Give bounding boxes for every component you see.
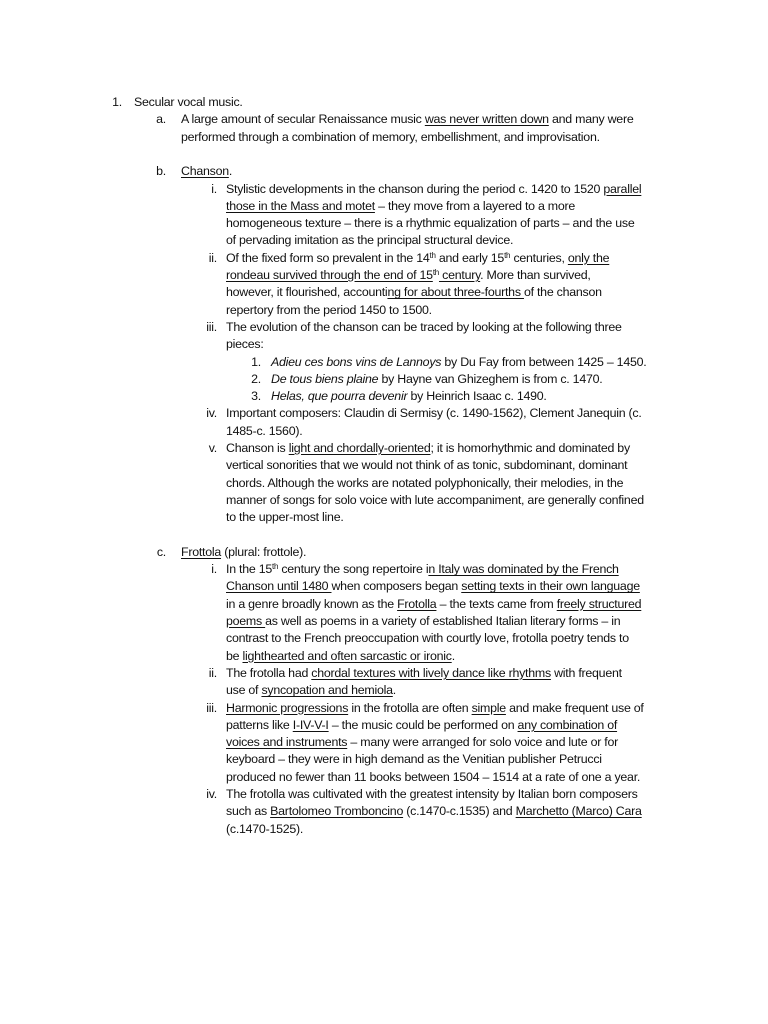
text-run: Secular vocal music.: [134, 95, 243, 109]
text-run: th: [271, 562, 279, 572]
text-run: The evolution of the chanson can be traced by looking at the following three: [226, 319, 622, 334]
chanson-point-line: [0, 181, 768, 199]
text-run: The frotolla was cultivated with the greatest intensity by Italian born composers: [226, 787, 638, 801]
chanson-point-line: [0, 284, 768, 302]
frottola-point-line: [0, 578, 768, 596]
list-marker: ii.: [208, 665, 217, 680]
text-run: of pervading imitation as the principal structural device.: [226, 233, 514, 248]
line-text: [226, 803, 642, 820]
frottola-point-line: [0, 596, 768, 614]
item-a-line: [0, 129, 768, 147]
line-text: [226, 267, 591, 284]
text-run: .: [451, 648, 455, 663]
line-text: [226, 578, 640, 595]
line-text: [226, 561, 619, 578]
frottola-point-line: [0, 665, 768, 683]
chanson-point-line: [0, 336, 768, 354]
text-run: Harmonic progressions: [226, 700, 349, 715]
item-1-heading: [0, 94, 768, 112]
text-run: voices and instruments: [226, 735, 348, 750]
chanson-point-line: [0, 319, 768, 337]
sub-list-item: [0, 354, 768, 372]
text-run: be: [226, 648, 243, 663]
text-run: rondeau survived through the end of 15: [226, 268, 433, 282]
text-run: freely structured: [556, 596, 642, 611]
line-text: [181, 163, 232, 180]
text-run: as well as poems in a variety of established Italian literary forms – in: [265, 614, 621, 628]
list-marker: i.: [211, 562, 217, 577]
line-text: [226, 734, 618, 751]
line-text: [226, 319, 622, 336]
frottola-point-line: [0, 734, 768, 752]
line-text: [226, 457, 627, 474]
list-marker: iv.: [206, 787, 217, 801]
frottola-point-line: [0, 630, 768, 648]
text-run: th: [429, 250, 436, 260]
list-marker: 2.: [251, 371, 261, 386]
frottola-point-line: [0, 821, 768, 839]
text-run: century: [438, 268, 481, 282]
text-run: such as: [226, 804, 271, 819]
text-run: Adieu ces bons vins de Lannoys: [271, 354, 442, 369]
text-run: lighthearted and often sarcastic or ironic: [242, 648, 452, 663]
line-text: [226, 648, 455, 665]
text-run: century the song repertoire i: [278, 562, 429, 577]
line-text: [226, 215, 635, 232]
text-run: centuries,: [510, 250, 568, 265]
line-text: [181, 111, 633, 128]
line-text: [226, 682, 396, 699]
chanson-point-line: [0, 215, 768, 233]
text-run: homogeneous texture – there is a rhythmic equalization of parts – and the use: [226, 216, 635, 231]
text-run: in a genre broadly known as the: [226, 596, 398, 611]
text-run: Stylistic developments in the chanson during the period c. 1420 to 1520: [226, 181, 604, 196]
line-text: [226, 440, 630, 457]
text-run: pieces:: [226, 337, 264, 352]
list-marker: iv.: [206, 406, 217, 421]
list-marker: i.: [211, 181, 217, 196]
text-run: contrast to the French preoccupation with courtly love, frotolla poetry tends to: [226, 631, 629, 646]
item-b-heading: [0, 163, 768, 181]
text-run: those in the Mass and motet: [226, 198, 375, 213]
text-run: to the upper-most line.: [226, 510, 344, 525]
line-text: [226, 596, 641, 613]
frottola-point-line: [0, 682, 768, 700]
line-text: [226, 613, 620, 630]
line-text: [226, 302, 432, 319]
text-run: (c.1470-1525).: [226, 821, 304, 836]
text-run: was never written down: [424, 112, 549, 127]
line-text: [271, 371, 602, 388]
chanson-point-line: [0, 232, 768, 250]
line-text: [226, 630, 629, 647]
text-run: patterns like: [226, 717, 293, 732]
chanson-point-line: [0, 267, 768, 285]
item-c-heading: [0, 544, 768, 562]
frottola-point-line: [0, 648, 768, 666]
text-run: De tous biens plaine: [271, 371, 379, 386]
line-text: [134, 94, 243, 111]
text-run: (c.1470-c.1535) and: [403, 804, 516, 819]
text-run: .: [392, 683, 396, 698]
line-text: [226, 751, 602, 768]
text-run: by Du Fay from between 1425 – 1450.: [441, 354, 647, 369]
line-text: [226, 769, 640, 786]
line-text: [226, 821, 303, 838]
text-run: only the: [567, 250, 610, 265]
text-run: The frotolla had: [226, 665, 312, 680]
text-run: Chanson is: [226, 441, 289, 455]
text-run: Important composers: Claudin di Sermisy (c. 1490-1562), Clement Janequin (c.: [226, 406, 642, 421]
text-run: light and chordally-oriented: [288, 441, 431, 455]
text-run: (plural: frottole).: [221, 544, 307, 559]
list-marker: a.: [156, 112, 166, 127]
line-text: [226, 284, 602, 301]
chanson-point-line: [0, 440, 768, 458]
text-run: ng for about three-fourths: [387, 285, 524, 300]
line-text: [226, 232, 513, 249]
line-text: [226, 492, 644, 509]
text-run: setting texts in their own language: [461, 579, 640, 594]
frottola-point-line: [0, 613, 768, 631]
list-marker: 1.: [251, 354, 261, 369]
sub-list-item: [0, 371, 768, 389]
text-run: ; it is homorhythmic and dominated by: [430, 441, 630, 455]
chanson-point-line: [0, 405, 768, 423]
text-run: and make frequent use of: [505, 700, 644, 715]
text-run: Frotolla: [397, 596, 437, 611]
text-run: in the frotolla are often: [348, 700, 472, 715]
frottola-point-line: [0, 700, 768, 718]
line-text: [226, 509, 344, 526]
text-run: – the music could be performed on: [328, 717, 518, 732]
line-text: [226, 665, 622, 682]
text-run: poems: [226, 614, 266, 628]
chanson-point-line: [0, 423, 768, 441]
line-text: [226, 336, 264, 353]
text-run: Chanson: [181, 164, 229, 179]
text-run: any combination of: [517, 717, 618, 732]
text-run: n Italy was dominated by the French: [428, 562, 619, 577]
text-run: manner of songs for solo voice with lute accompaniment, are generally confined: [226, 492, 644, 507]
line-text: [271, 354, 646, 371]
text-run: when composers began: [331, 579, 462, 594]
frottola-point-line: [0, 561, 768, 579]
sub-list-item: [0, 388, 768, 406]
chanson-point-line: [0, 475, 768, 493]
text-run: repertory from the period 1450 to 1500.: [226, 302, 432, 317]
text-run: simple: [471, 700, 506, 715]
text-run: Frottola: [181, 544, 222, 559]
text-run: use of: [226, 683, 262, 698]
text-run: keyboard – they were in high demand as the Venitian publisher Petrucci: [226, 752, 602, 767]
line-text: [226, 475, 623, 492]
text-run: In the 15: [226, 562, 272, 577]
text-run: th: [504, 250, 511, 260]
list-marker: 3.: [251, 389, 261, 404]
text-run: with frequent: [550, 665, 622, 680]
chanson-point-line: [0, 457, 768, 475]
text-run: th: [432, 268, 439, 277]
text-run: chordal textures with lively dance like rhythms: [311, 665, 551, 680]
list-marker: iii.: [206, 700, 217, 715]
text-run: – many were arranged for solo voice and lute or for: [347, 735, 618, 750]
text-run: Chanson until 1480: [226, 579, 332, 594]
line-text: [226, 405, 642, 422]
chanson-point-line: [0, 250, 768, 268]
line-text: [226, 700, 644, 717]
text-run: vertical sonorities that we would not think of as tonic, subdominant, dominant: [226, 458, 628, 473]
text-run: Helas, que pourra devenir: [271, 389, 408, 404]
text-run: Bartolomeo Tromboncino: [270, 804, 404, 819]
chanson-point-line: [0, 302, 768, 320]
text-run: by Heinrich Isaac c. 1490.: [407, 389, 547, 404]
list-marker: 1.: [112, 95, 122, 109]
text-run: .: [228, 164, 233, 179]
chanson-point-line: [0, 492, 768, 510]
frottola-point-line: [0, 803, 768, 821]
text-run: parallel: [603, 181, 642, 196]
line-text: [181, 544, 306, 561]
list-marker: v.: [208, 441, 217, 455]
line-text: [271, 388, 547, 405]
chanson-point-line: [0, 509, 768, 527]
line-text: [181, 129, 600, 146]
line-text: [226, 198, 575, 215]
text-run: – the texts came from: [436, 596, 557, 611]
text-run: I-IV-V-I: [292, 717, 329, 732]
line-text: [226, 250, 609, 267]
frottola-point-line: [0, 769, 768, 787]
item-a-line: [0, 111, 768, 129]
text-run: Of the fixed form so prevalent in the 14: [226, 250, 430, 265]
chanson-point-line: [0, 198, 768, 216]
text-run: chords. Although the works are notated polyphonically, their melodies, in the: [226, 475, 624, 490]
text-run: 1485-c. 1560).: [226, 423, 303, 438]
frottola-point-line: [0, 786, 768, 804]
list-marker: iii.: [206, 319, 217, 334]
text-run: and many were: [548, 112, 634, 127]
text-run: performed through a combination of memory, embellishment, and improvisation.: [181, 129, 600, 144]
text-run: by Hayne van Ghizeghem is from c. 1470.: [378, 371, 603, 386]
text-run: A large amount of secular Renaissance music: [181, 112, 425, 127]
text-run: – they move from a layered to a more: [374, 198, 576, 213]
line-text: [226, 717, 617, 734]
frottola-point-line: [0, 751, 768, 769]
line-text: [226, 181, 641, 198]
list-marker: b.: [156, 164, 166, 179]
frottola-point-line: [0, 717, 768, 735]
text-run: of the chanson: [523, 285, 602, 300]
line-text: [226, 423, 302, 440]
text-run: Marchetto (Marco) Cara: [515, 804, 642, 819]
text-run: . More than survived,: [480, 268, 591, 282]
text-run: however, it flourished, accounti: [226, 285, 388, 300]
line-text: [226, 786, 638, 803]
text-run: produced no fewer than 11 books between 1504 – 1514 at a rate of one a year.: [226, 769, 641, 784]
text-run: and early 15: [435, 250, 505, 265]
list-marker: c.: [156, 544, 166, 559]
text-run: syncopation and hemiola: [261, 683, 393, 698]
list-marker: ii.: [208, 250, 217, 265]
